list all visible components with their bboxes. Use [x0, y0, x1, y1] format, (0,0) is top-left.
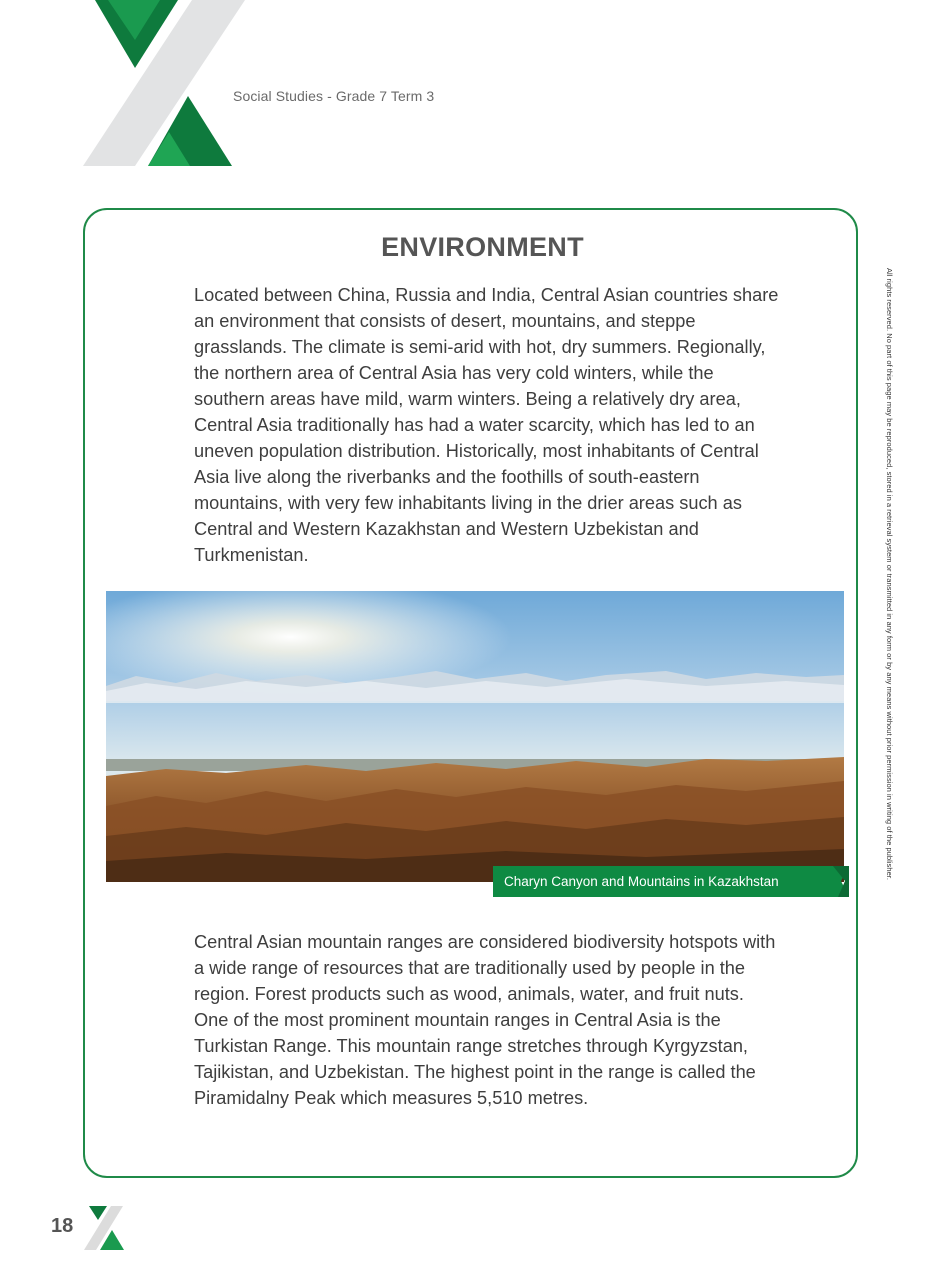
page-number: 18	[51, 1215, 74, 1237]
footer-logo	[83, 1206, 125, 1251]
paragraph-intro: Located between China, Russia and India, Central Asian countries share an environment that consists of desert, mountains, and steppe grasslands. The climate is semi-arid with hot, dry summers. Regionally, the northern area of Central Asia has very cold winters, while the southern areas have mild, warm winters. Being a relatively dry area, Central Asia traditionally has had a water scarcity, which has led to an uneven population distribution. Historically, most inhabitants of Central Asia live along the riverbanks and the foothills of south-eastern mountains, with very few inhabitants living in the drier areas such as Central and Western Kazakhstan and Western Uzbekistan and Turkmenistan.	[194, 285, 779, 565]
publisher-logo	[80, 0, 250, 170]
image-caption-text: Charyn Canyon and Mountains in Kazakhstan	[504, 874, 779, 889]
header-subject: Social Studies - Grade 7 Term 3	[233, 88, 435, 104]
section-title: ENVIRONMENT	[381, 232, 584, 262]
copyright-notice: All rights reserved. No part of this page may be reproduced, stored in a retrieval system or transmitted in any form or by any means without prior permission in writing of the publisher.	[885, 268, 894, 881]
image-caption	[493, 866, 849, 897]
landscape-photo	[106, 591, 844, 882]
paragraph-mountains: Central Asian mountain ranges are considered biodiversity hotspots with a wide range of resources that are traditionally used by people in the region. Forest products such as wood, animals, water, and fruit nuts. One of the most prominent mountain ranges in Central Asia is the Turkistan Range. This mountain range stretches through Kyrgyzstan, Tajikistan, and Uzbekistan. The highest point in the range is called the Piramidalny Peak which measures 5,510 metres.	[194, 932, 776, 1108]
